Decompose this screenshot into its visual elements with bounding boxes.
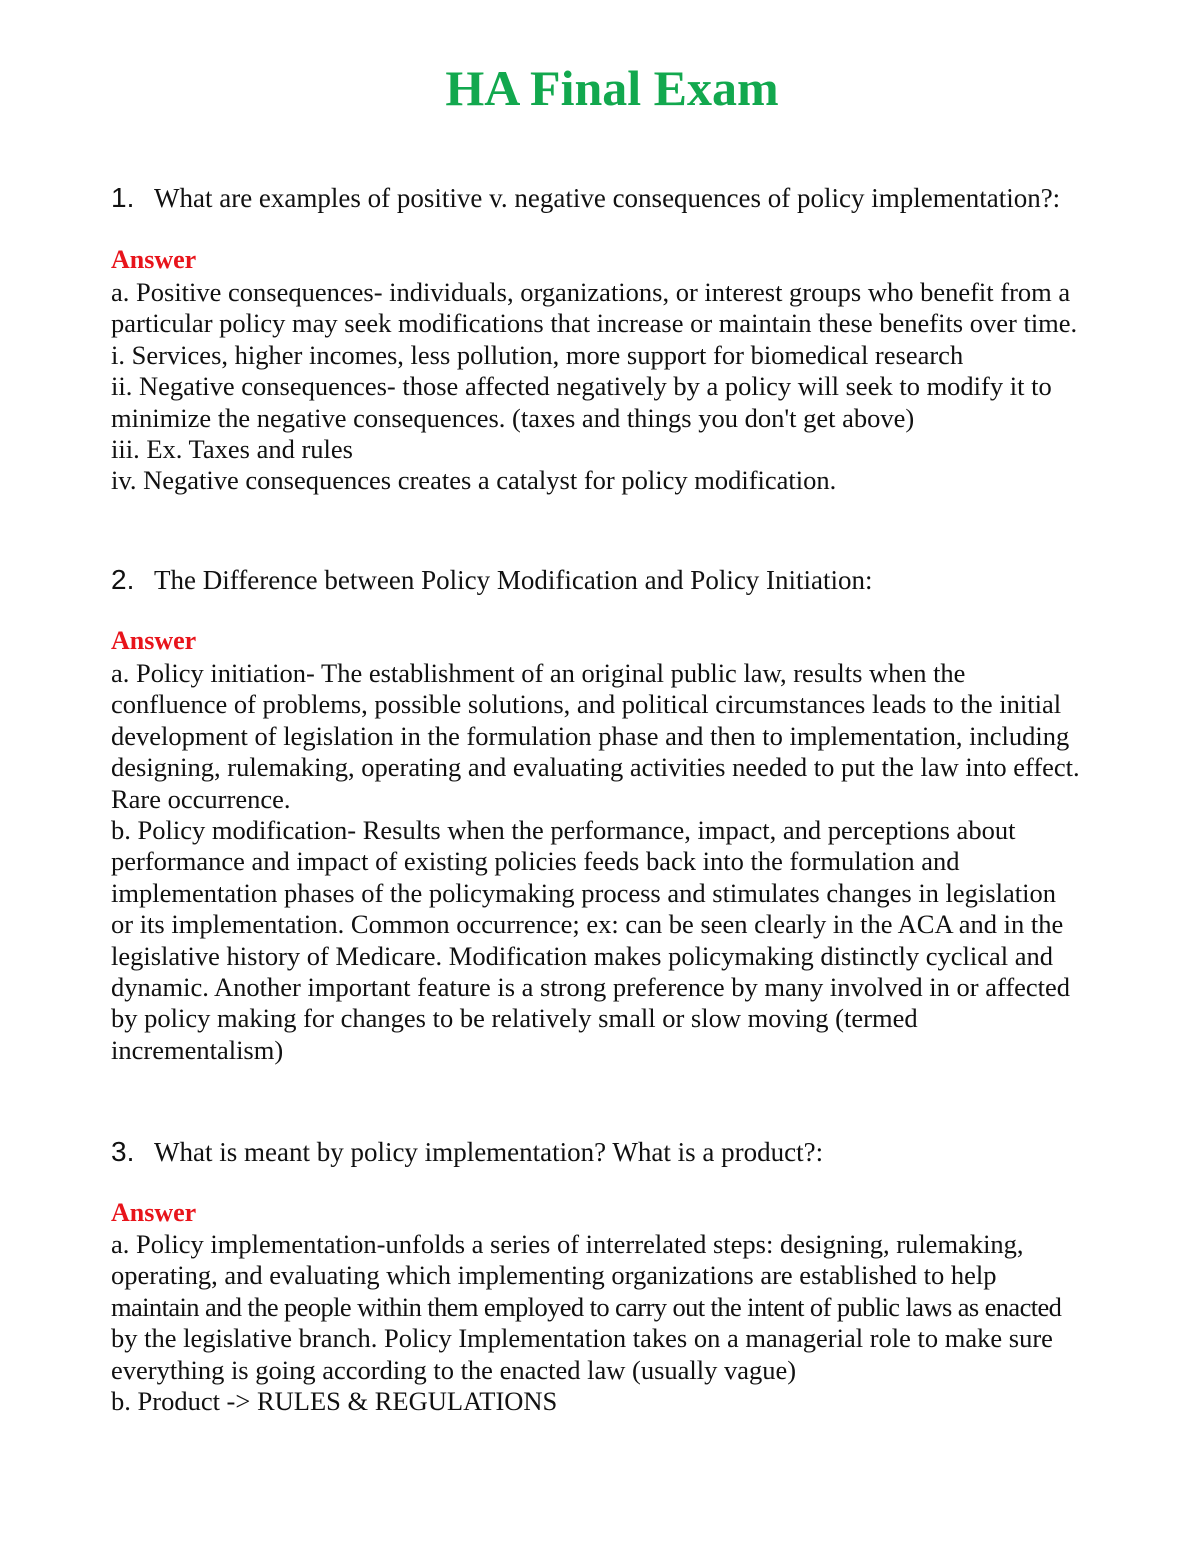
answer-label: Answer — [111, 245, 197, 274]
answer-line: by the legislative branch. Policy Implementation takes on a managerial role to make sure — [111, 1323, 1053, 1354]
answer-line: implementation phases of the policymaking process and stimulates changes in legislation — [111, 877, 1056, 908]
answer-line: operating, and evaluating which implementing organizations are established to help — [111, 1260, 997, 1291]
answer-line: everything is going according to the enacted law (usually vague) — [111, 1354, 797, 1385]
document-title: HA Final Exam — [445, 60, 779, 116]
answer-line: particular policy may seek modifications that increase or maintain these benefits over time. — [111, 308, 1078, 339]
answer-line: dynamic. Another important feature is a strong preference by many involved in or affected — [111, 972, 1071, 1003]
answer-line: ii. Negative consequences- those affected negatively by a policy will seek to modify it to — [111, 371, 1052, 402]
answer-line: by policy making for changes to be relatively small or slow moving (termed — [111, 1003, 918, 1034]
answer-line: legislative history of Medicare. Modification makes policymaking distinctly cyclical and — [111, 940, 1053, 971]
answer-line: Rare occurrence. — [111, 783, 291, 814]
answer-line: minimize the negative consequences. (taxes and things you don't get above) — [111, 402, 915, 433]
answer-line: a. Policy initiation- The establishment of an original public law, results when the — [111, 658, 966, 688]
answer-label: Answer — [111, 626, 197, 655]
answer-line: i. Services, higher incomes, less pollution, more support for biomedical research — [111, 339, 964, 370]
answer-line: development of legislation in the formulation phase and then to implementation, including — [111, 720, 1070, 751]
question-2 — [111, 562, 1111, 598]
answer-line: incrementalism) — [111, 1034, 284, 1065]
answer-label: Answer — [111, 1198, 197, 1227]
question-3 — [111, 1134, 1111, 1170]
answer-body-3 — [111, 1229, 1121, 1417]
answer-line: or its implementation. Common occurrence; ex: can be seen clearly in the ACA and in the — [111, 909, 1064, 940]
answer-body-1 — [111, 277, 1121, 497]
answer-line: confluence of problems, possible solutions, and political circumstances leads to the initial — [111, 689, 1062, 720]
answer-line: iv. Negative consequences creates a catalyst for policy modification. — [111, 465, 837, 496]
answer-line: a. Positive consequences- individuals, organizations, or interest groups who benefit from a — [111, 277, 1071, 307]
question-number: 1. — [111, 182, 135, 213]
answer-line: iii. Ex. Taxes and rules — [111, 434, 353, 465]
question-1 — [111, 180, 1111, 216]
answer-line: maintain and the people within them employed to carry out the intent of public laws as enacted — [111, 1291, 1062, 1322]
answer-line: designing, rulemaking, operating and evaluating activities needed to put the law into effect. — [111, 752, 1080, 783]
question-text: What is meant by policy implementation? What is a product?: — [154, 1137, 824, 1167]
answer-line: b. Policy modification- Results when the performance, impact, and perceptions about — [111, 815, 1016, 846]
answer-line: b. Product -> RULES & REGULATIONS — [111, 1386, 558, 1417]
question-number: 3. — [111, 1136, 135, 1167]
answer-line: a. Policy implementation-unfolds a series of interrelated steps: designing, rulemaking, — [111, 1229, 1024, 1259]
answer-body-2 — [111, 658, 1121, 1066]
question-text: What are examples of positive v. negative consequences of policy implementation?: — [154, 183, 1061, 213]
question-text: The Difference between Policy Modification and Policy Initiation: — [154, 565, 873, 595]
answer-line: performance and impact of existing policies feeds back into the formulation and — [111, 846, 960, 877]
question-number: 2. — [111, 564, 135, 595]
